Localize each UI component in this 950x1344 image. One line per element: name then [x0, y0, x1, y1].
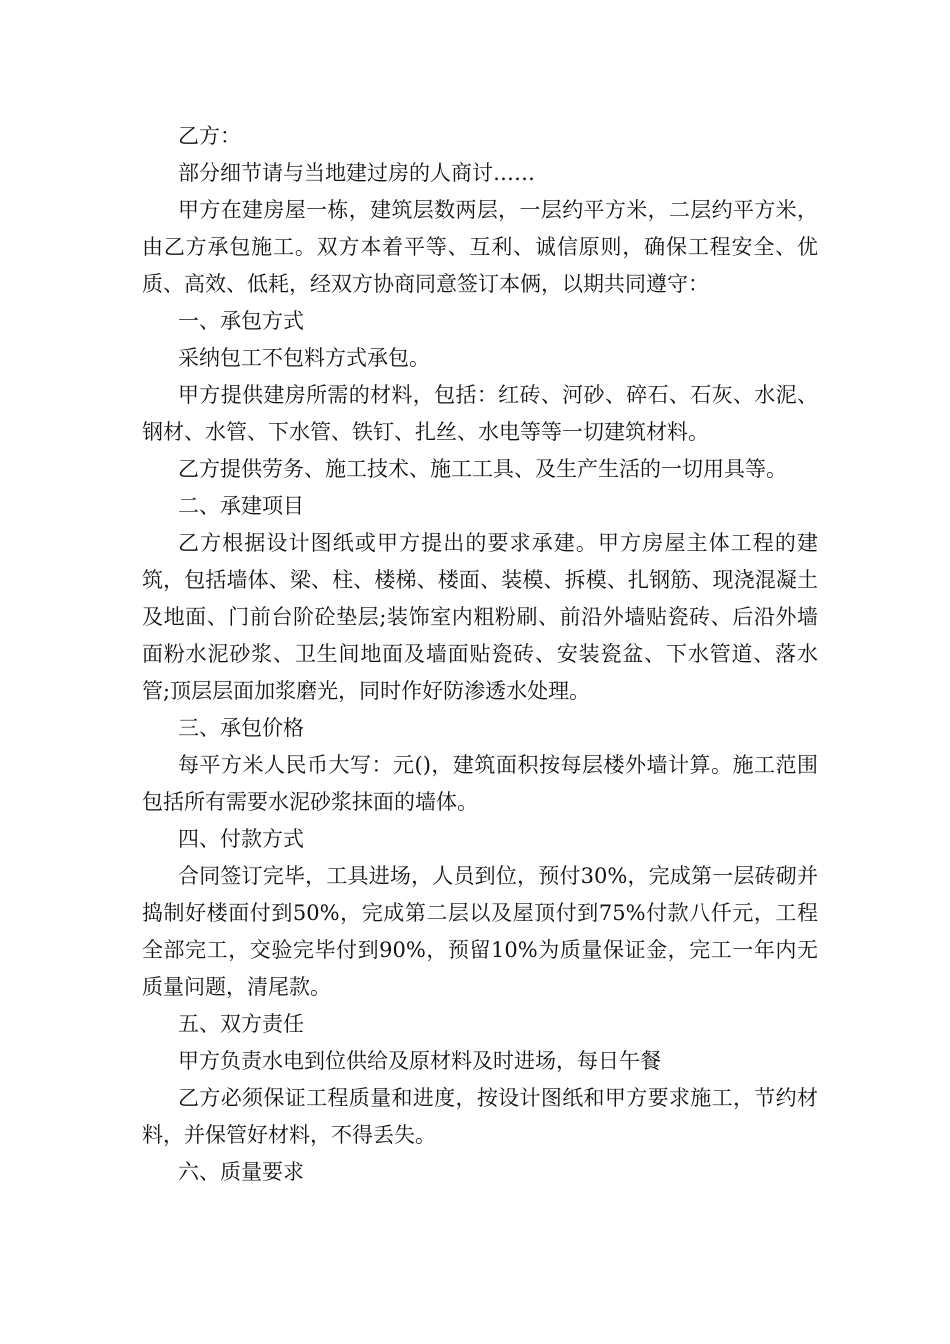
- section-heading-4: 四、付款方式: [178, 827, 304, 851]
- section-heading-3: 三、承包价格: [178, 716, 304, 740]
- document-body: [142, 118, 818, 1191]
- note-paragraph: 部分细节请与当地建过房的人商讨……: [178, 161, 535, 185]
- intro-paragraph: 甲方在建房屋一栋，建筑层数两层，一层约平方米，二层约平方米，由乙方承包施工。双方本着平等、互利、诚信原则，确保工程安全、优质、高效、低耗，经双方协商同意签订本俩，以期共同遵守：: [142, 198, 818, 296]
- party-b-label: 乙方：: [178, 124, 241, 148]
- contract-paragraph: 乙方必须保证工程质量和进度，按设计图纸和甲方要求施工，节约材料，并保管好材料，不得丢失。: [142, 1086, 818, 1147]
- contract-paragraph: 采纳包工不包料方式承包。: [178, 346, 430, 370]
- contract-paragraph: 乙方根据设计图纸或甲方提出的要求承建。甲方房屋主体工程的建筑，包括墙体、梁、柱、楼梯、楼面、装模、拆模、扎钢筋、现浇混凝土及地面、门前台阶砼垫层;装饰室内粗粉刷、前沿外墙贴瓷砖、后沿外墙面粉水泥砂浆、卫生间地面及墙面贴瓷砖、安装瓷盆、下水管道、落水管;顶层层面加浆磨光，同时作好防渗透水处理。: [142, 531, 818, 703]
- section-heading-1: 一、承包方式: [178, 309, 304, 333]
- contract-paragraph: 甲方负责水电到位供给及原材料及时进场，每日午餐: [178, 1049, 661, 1073]
- section-heading-6: 六、质量要求: [178, 1160, 304, 1184]
- contract-paragraph: 甲方提供建房所需的材料，包括：红砖、河砂、碎石、石灰、水泥、钢材、水管、下水管、铁钉、扎丝、水电等等一切建筑材料。: [142, 383, 818, 444]
- contract-paragraph: 乙方提供劳务、施工技术、施工工具、及生产生活的一切用具等。: [178, 457, 787, 481]
- section-heading-2: 二、承建项目: [178, 494, 304, 518]
- section-heading-5: 五、双方责任: [178, 1012, 304, 1036]
- contract-paragraph: 合同签订完毕，工具进场，人员到位，预付30%，完成第一层砖砌并捣制好楼面付到50%，完成第二层以及屋顶付到75%付款八仟元，工程全部完工，交验完毕付到90%，预留10%为质量保证金，完工一年内无质量问题，清尾款。: [142, 864, 818, 999]
- contract-paragraph: 每平方米人民币大写：元()，建筑面积按每层楼外墙计算。施工范围包括所有需要水泥砂浆抹面的墙体。: [142, 753, 818, 814]
